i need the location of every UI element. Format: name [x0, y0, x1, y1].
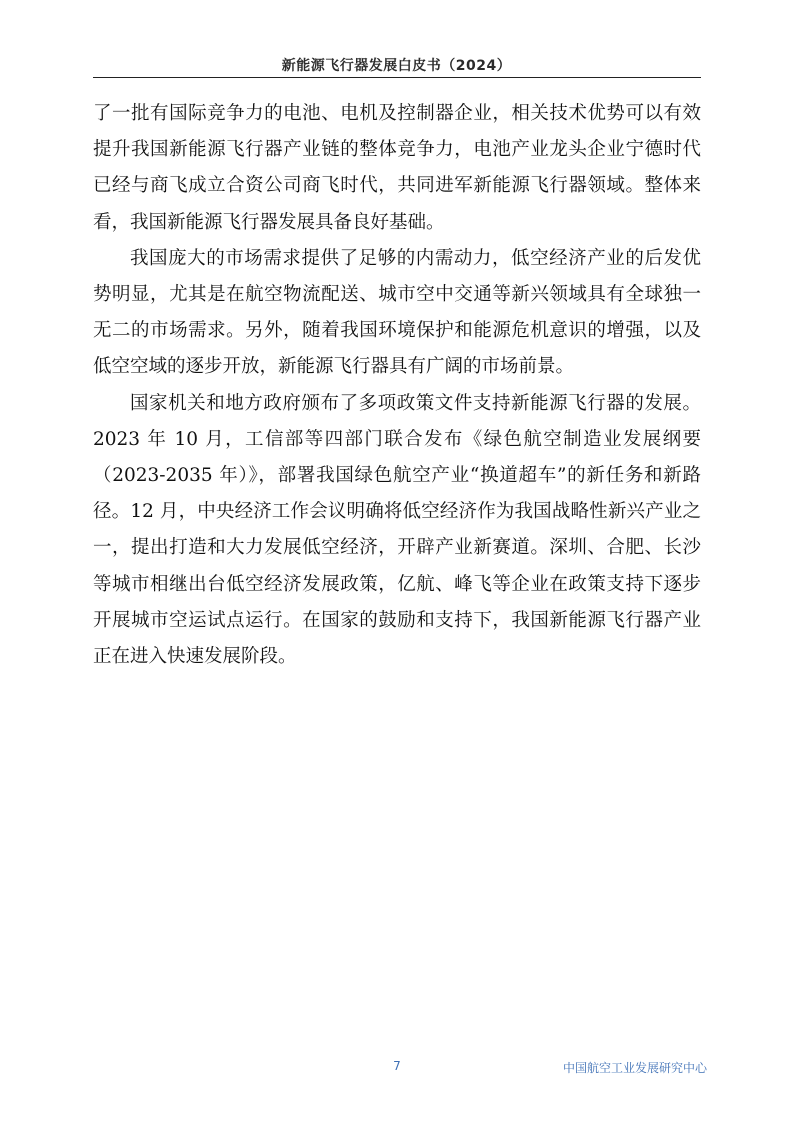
running-header-title: 新能源飞行器发展白皮书（2024）: [281, 58, 512, 74]
header-divider: [93, 77, 701, 78]
footer-organization: 中国航空工业发展研究中心: [562, 1061, 707, 1075]
paragraph-market-demand: 我国庞大的市场需求提供了足够的内需动力，低空经济产业的后发优势明显，尤其是在航空物流配送、城市空中交通等新兴领域具有全球独一无二的市场需求。另外，随着我国环境保护和能源危机意识的增强，以及低空空域的逐步开放，新能源飞行器具有广阔的市场前景。: [93, 247, 701, 378]
body-text: [93, 96, 701, 675]
paragraph-continued: 了一批有国际竞争力的电池、电机及控制器企业，相关技术优势可以有效提升我国新能源飞行器产业链的整体竞争力，电池产业龙头企业宁德时代已经与商飞成立合资公司商飞时代，共同进军新能源飞行器领域。整体来看，我国新能源飞行器发展具备良好基础。: [93, 103, 701, 233]
page-number: 7: [393, 1059, 401, 1073]
paragraph-policy-support: 国家机关和地方政府颁布了多项政策文件支持新能源飞行器的发展。2023 年 10 月，工信部等四部门联合发布《绿色航空制造业发展纲要（2023-2035 年）》，部署我国绿色航空产业“换道超车”的新任务和新路径。12 月，中央经济工作会议明确将低空经济作为我国战略性新兴产业之一，提出打造和大力发展低空经济，开辟产业新赛道。深圳、合肥、长沙等城市相继出台低空经济发展政策，亿航、峰飞等企业在政策支持下逐步开展城市空运试点运行。在国家的鼓励和支持下，我国新能源飞行器产业正在进入快速发展阶段。: [93, 392, 701, 668]
